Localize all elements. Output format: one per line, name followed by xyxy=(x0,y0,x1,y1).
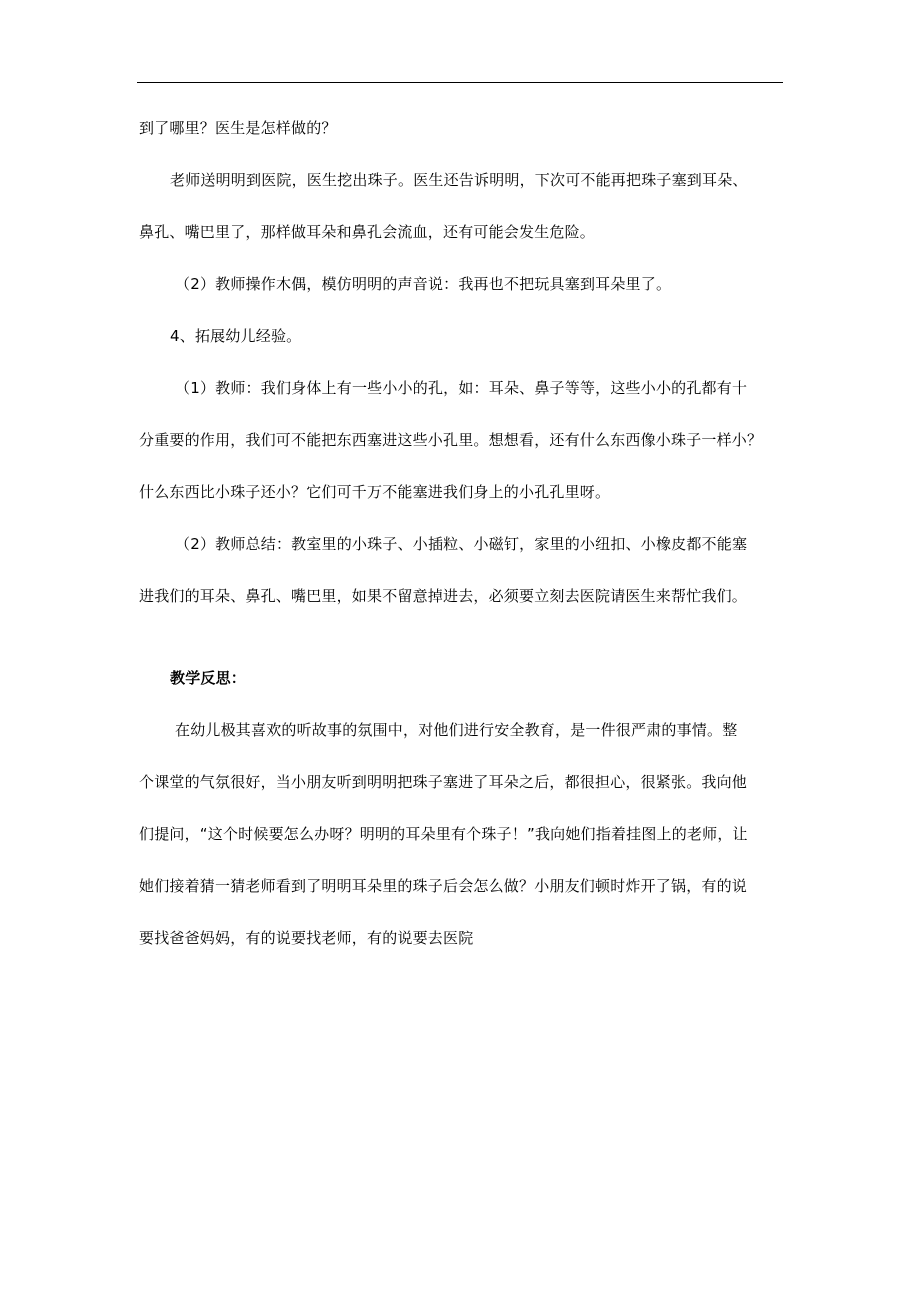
document-body xyxy=(139,118,789,948)
text-line: 们提问，“这个时候要怎么办呀？明明的耳朵里有个珠子！”我向她们指着挂图上的老师，让 xyxy=(139,825,748,843)
text-line: 她们接着猜一猜老师看到了明明耳朵里的珠子后会怎么做？小朋友们顿时炸开了锅，有的说 xyxy=(139,877,748,895)
text-line: （1）教师：我们身体上有一些小小的孔，如：耳朵、鼻子等等，这些小小的孔都有十 xyxy=(175,379,748,397)
text-line: 个课堂的气氛很好，当小朋友听到明明把珠子塞进了耳朵之后，都很担心，很紧张。我向他 xyxy=(139,773,748,791)
text-line: 在幼儿极其喜欢的听故事的氛围中，对他们进行安全教育，是一件很严肃的事情。整 xyxy=(175,721,738,739)
text-line: 进我们的耳朵、鼻孔、嘴巴里，如果不留意掉进去，必须要立刻去医院请医生来帮忙我们。 xyxy=(139,587,748,605)
section-heading: 教学反思： xyxy=(170,669,247,687)
text-line: 到了哪里？医生是怎样做的？ xyxy=(139,119,337,137)
text-line: （2）教师总结：教室里的小珠子、小插粒、小磁钉，家里的小纽扣、小橡皮都不能塞 xyxy=(175,535,748,553)
text-line: 鼻孔、嘴巴里了，那样做耳朵和鼻孔会流血，还有可能会发生危险。 xyxy=(139,223,596,241)
text-line: 什么东西比小珠子还小？它们可千万不能塞进我们身上的小孔孔里呀。 xyxy=(139,483,611,501)
text-line: 要找爸爸妈妈，有的说要找老师，有的说要去医院 xyxy=(139,929,474,947)
header-rule xyxy=(137,82,783,83)
text-line: 4、拓展幼儿经验。 xyxy=(170,327,302,345)
text-line: 分重要的作用，我们可不能把东西塞进这些小孔里。想想看，还有什么东西像小珠子一样小？ xyxy=(139,431,763,449)
text-line: 老师送明明到医院，医生挖出珠子。医生还告诉明明，下次可不能再把珠子塞到耳朵、 xyxy=(170,171,748,189)
text-line: （2）教师操作木偶，模仿明明的声音说：我再也不把玩具塞到耳朵里了。 xyxy=(175,275,672,293)
